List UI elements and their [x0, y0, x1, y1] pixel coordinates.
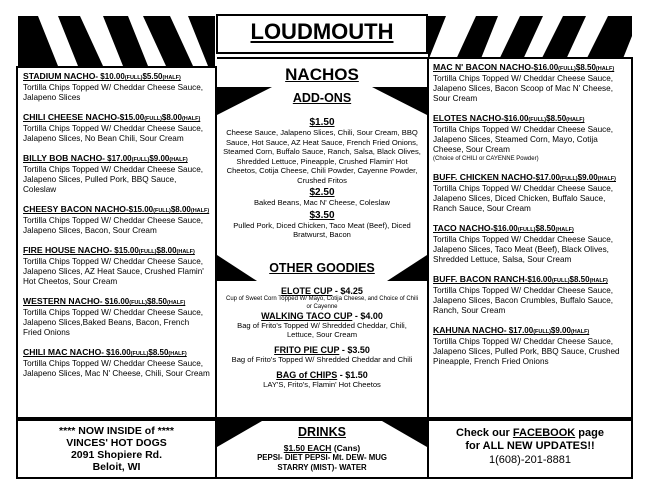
- menu-item: [433, 325, 627, 367]
- menu-item-title: [23, 112, 210, 124]
- menu-item: [433, 223, 627, 265]
- menu-item-price-full: -$15.00: [125, 205, 154, 214]
- menu-item-price-full: -$17.00: [532, 173, 560, 182]
- menu-item-full-tag: (FULL): [138, 249, 157, 255]
- header-box: [216, 14, 428, 54]
- menu-item-half-tag: (HALF): [566, 117, 585, 123]
- menu-item-description: Tortilla Chips Topped W/ Cheddar Cheese Sauce, Jalapeno Slices, Taco Meat (Beef), Black Olives, Shredded Lettuce, Salsa, Sour Cream: [433, 235, 614, 264]
- menu-item-note: (Choice of CHILI or CAYENNE Powder): [433, 156, 539, 162]
- menu-item-name: ELOTES NACHO: [433, 113, 502, 123]
- facebook-link[interactable]: FACEBOOK: [512, 427, 576, 439]
- menu-item: [23, 296, 210, 338]
- drinks-heading: DRINKS: [298, 425, 346, 439]
- menu-item-half-tag: (HALF): [176, 249, 195, 255]
- page-title: LOUDMOUTH: [250, 19, 394, 44]
- menu-item-name: BUFF. BACON RANCH: [433, 274, 525, 284]
- menu-item-half-tag: (HALF): [190, 208, 210, 214]
- menu-item-price-half: $8.50: [546, 114, 567, 123]
- addons-heading: ADD-ONS: [292, 91, 352, 105]
- addons-banner: [217, 87, 427, 111]
- menu-item-name: WESTERN NACHO: [23, 296, 100, 306]
- menu-item-price-half: $9.00: [550, 326, 571, 335]
- drinks-box: [217, 419, 427, 479]
- goodie-desc-2: Bag of Frito's Topped W/ Shredded Cheddar, Chili, Lettuce, Sour Cream: [237, 321, 407, 339]
- menu-item: [433, 113, 627, 163]
- menu-item-name: CHEESY BACON NACHO: [23, 204, 126, 214]
- menu-item-title: [23, 245, 210, 257]
- menu-item-description: Tortilla Chips Topped W/ Cheddar Cheese Sauce, Jalapeno Slices, Steamed Corn, Mayo, Cotija Cheese, Sour Cream: [433, 125, 614, 154]
- menu-item-full-tag: (FULL): [153, 208, 171, 214]
- menu-item: [23, 204, 210, 236]
- menu-item-full-tag: (FULL): [558, 66, 576, 72]
- menu-item-half-tag: (HALF): [595, 66, 615, 72]
- addon-price-3: $3.50: [309, 209, 335, 221]
- right-menu-panel: [427, 57, 633, 419]
- menu-item-title: [23, 347, 210, 359]
- goodie-title-3: FRITO PIE CUP - $3.50: [274, 345, 370, 355]
- menu-item-half-tag: (HALF): [555, 227, 574, 233]
- menu-item-full-tag: (FULL): [131, 157, 150, 163]
- menu-item-description: Tortilla Chips Topped W/ Cheddar Cheese Sauce, Jalapeno Slices, Diced Chicken, Buffalo Sauce, Ranch Sauce, Sour Cream: [433, 184, 614, 213]
- goodies-banner: [217, 255, 427, 281]
- goodie-title-1: ELOTE CUP - $4.25: [281, 286, 363, 296]
- menu-item: [23, 71, 210, 103]
- menu-item-price-half: $8.50: [148, 348, 169, 357]
- drinks-list-2: STARRY (MIST)- WATER: [277, 462, 367, 472]
- menu-item-title: [23, 71, 210, 83]
- menu-item-half-tag: (HALF): [166, 300, 186, 306]
- goodie-title-4: BAG of CHIPS - $1.50: [276, 370, 368, 380]
- menu-item-price-half: $5.50: [142, 72, 163, 81]
- menu-item-price-half: $8.50: [535, 224, 556, 233]
- menu-item-name: TACO NACHO: [433, 223, 491, 233]
- menu-item-description: Tortilla Chips Topped W/ Cheddar Cheese Sauce, Jalapeno Slices, Mac N' Cheese, Chili, Sour Cream: [23, 359, 210, 378]
- menu-item-price-full: -$16.00: [490, 224, 518, 233]
- menu-item-description: Tortilla Chips Topped W/ Cheddar Cheese Sauce, Jalapeno Slices, AZ Heat Sauce, Crushed Flamin' Hot Cheetos, Sour Cream: [23, 257, 204, 286]
- menu-item-name: FIRE HOUSE NACHO: [23, 245, 110, 255]
- menu-item-price-full: -$16.00: [524, 275, 552, 284]
- left-menu-panel: [16, 66, 217, 419]
- menu-item-title: [23, 296, 210, 308]
- menu-item-full-tag: (FULL): [517, 227, 536, 233]
- menu-item-description: Tortilla Chips Topped W/ Cheddar Cheese Sauce, Jalapeno Slices, Pulled Pork, BBQ Sauce, Coleslaw: [23, 165, 204, 194]
- menu-item-name: MAC N' BACON NACHO: [433, 62, 532, 72]
- left-triangle-banner: [18, 16, 215, 66]
- contact-box: [427, 419, 633, 479]
- location-box: [16, 419, 217, 479]
- menu-item: [433, 62, 627, 104]
- menu-item-name: BILLY BOB NACHO: [23, 153, 103, 163]
- menu-item-title: [23, 204, 210, 216]
- menu-item-full-tag: (FULL): [551, 278, 570, 284]
- addon-price-2: $2.50: [309, 187, 335, 198]
- menu-item-title: [433, 113, 627, 125]
- menu-item-price-half: $8.50: [146, 297, 167, 306]
- location-info: [18, 421, 215, 473]
- menu-item-price-full: -$16.00: [501, 114, 529, 123]
- menu-item-price-full: - $10.00: [95, 72, 125, 81]
- menu-item-price-half: $9.00: [149, 154, 170, 163]
- menu-item-full-tag: (FULL): [533, 329, 551, 335]
- menu-item-price-half: $8.50: [569, 275, 590, 284]
- menu-item-name: CHILI MAC NACHO: [23, 347, 102, 357]
- menu-item: [433, 274, 627, 316]
- menu-item-price-full: - $16.00: [101, 348, 131, 357]
- addons-list: [217, 111, 427, 240]
- goodies-list: [217, 286, 427, 389]
- menu-item-half-tag: (HALF): [162, 75, 181, 81]
- addon-desc-1: Cheese Sauce, Jalapeno Slices, Chili, Sour Cream, BBQ Sauce, Hot Sauce, AZ Heat Sauce, French Fried Onions, Steamed Corn, Buffalo Sauce, Ranch, Salsa, Black Olives, Shredded Lettuce, Pineapple, Crushed Flamin' Hot Cheetos, Cotija Cheese, Chili Powder, Cayenne Powder, Crushed Fritos: [223, 128, 421, 185]
- goodies-heading: OTHER GOODIES: [269, 261, 375, 275]
- location-line-1: **** NOW INSIDE of ****: [59, 425, 174, 437]
- menu-item-description: Tortilla Chips Topped W/ Cheddar Cheese Sauce, Jalapeno Slices, Bacon, Sour Cream: [23, 216, 204, 235]
- menu-item-full-tag: (FULL): [144, 116, 162, 122]
- menu-item-price-full: - $15.00: [109, 246, 139, 255]
- right-menu-list: [433, 62, 627, 367]
- center-panel: [217, 57, 427, 419]
- menu-item-full-tag: (FULL): [129, 300, 147, 306]
- menu-item-name: BUFF. CHICKEN NACHO: [433, 172, 533, 182]
- menu-item-name: CHILI CHEESE NACHO: [23, 112, 118, 122]
- facebook-line: Check our FACEBOOK page: [456, 427, 604, 439]
- menu-item-description: Tortilla Chips Topped W/ Cheddar Cheese Sauce, Jalapeno Slices, Bacon Scoop of Mac N' Cheese, Sour Cream: [433, 74, 614, 103]
- drinks-price: $1.50 EACH (Cans): [283, 443, 361, 453]
- addon-price-1: $1.50: [309, 117, 335, 128]
- menu-item-price-full: -$15.00: [117, 113, 145, 122]
- menu-item-title: [433, 172, 627, 184]
- menu-item-half-tag: (HALF): [181, 116, 201, 122]
- menu-item-price-half: $8.00: [156, 246, 177, 255]
- menu-item-title: [433, 223, 627, 235]
- menu-item-description: Tortilla Chips Topped W/ Cheddar Cheese Sauce, Jalapeno Slices: [23, 83, 204, 102]
- menu-item-price-half: $8.50: [575, 63, 596, 72]
- menu-item-price-full: - $16.00: [99, 297, 130, 306]
- menu-item-description: Tortilla Chips Topped W/ Cheddar Cheese Sauce, Jalapeno Slices, Bacon Crumbles, Buffalo Sauce, Ranch, Sour Cream: [433, 286, 614, 315]
- menu-item-price-full: - $17.00: [102, 154, 132, 163]
- location-line-3: 2091 Shopiere Rd.: [70, 449, 163, 461]
- phone-number[interactable]: 1(608)-201-8881: [489, 454, 571, 466]
- goodie-desc-1: Cup of Sweet Corn Topped W/ Mayo, Cotija Cheese, and Choice of Chili or Cayenne: [226, 296, 418, 310]
- menu-item-full-tag: (FULL): [559, 176, 578, 182]
- menu-item-description: Tortilla Chips Topped W/ Cheddar Cheese Sauce, Jalapeno Slices, Pulled Pork, BBQ Sauce, Crushed Pineapple, French Fried Onions: [433, 337, 620, 366]
- drinks-list-1: PEPSI- DIET PEPSI- Mt. DEW- MUG: [257, 453, 387, 462]
- menu-item-half-tag: (HALF): [570, 329, 590, 335]
- nachos-heading: NACHOS: [285, 65, 359, 84]
- goodie-desc-4: LAY'S, Frito's, Flamin' Hot Cheetos: [263, 380, 381, 389]
- menu-item-title: [433, 325, 627, 337]
- menu-item-full-tag: (FULL): [528, 117, 547, 123]
- location-line-4: Beloit, WI: [92, 461, 141, 473]
- menu-item-half-tag: (HALF): [589, 278, 608, 284]
- addon-desc-2: Baked Beans, Mac N' Cheese, Coleslaw: [253, 198, 391, 207]
- menu-item: [23, 153, 210, 195]
- menu-item-full-tag: (FULL): [124, 75, 143, 81]
- menu-item-description: Tortilla Chips Topped W/ Cheddar Cheese Sauce, Jalapeno Slices,Baked Beans, Bacon, French Fried Onions: [23, 308, 204, 337]
- menu-item: [23, 112, 210, 144]
- addon-desc-3: Pulled Pork, Diced Chicken, Taco Meat (Beef), Diced Bratwurst, Bacon: [233, 220, 411, 239]
- menu-item: [23, 347, 210, 379]
- menu-item-full-tag: (FULL): [130, 351, 149, 357]
- menu-item-name: STADIUM NACHO: [23, 71, 96, 81]
- menu-item-half-tag: (HALF): [597, 176, 616, 182]
- menu-item-half-tag: (HALF): [169, 157, 188, 163]
- menu-item-title: [433, 274, 627, 286]
- menu-item-half-tag: (HALF): [168, 351, 187, 357]
- menu-item-price-half: $8.00: [161, 113, 182, 122]
- menu-item: [433, 172, 627, 214]
- menu-item-price-full: - $17.00: [503, 326, 534, 335]
- location-line-2: VINCES' HOT DOGS: [66, 437, 167, 449]
- menu-item: [23, 245, 210, 287]
- menu-item-price-full: -$16.00: [531, 63, 559, 72]
- menu-item-name: KAHUNA NACHO: [433, 325, 504, 335]
- menu-item-title: [23, 153, 210, 165]
- menu-item-title: [433, 62, 627, 74]
- menu-item-description: Tortilla Chips Topped W/ Cheddar Cheese Sauce, Jalapeno Slices, No Bean Chili, Sour Cream: [23, 124, 204, 143]
- goodie-desc-3: Bag of Frito's Topped W/ Shredded Cheddar and Chili: [231, 355, 413, 364]
- menu-item-price-half: $8.00: [170, 205, 191, 214]
- updates-line: for ALL NEW UPDATES!!: [465, 440, 595, 452]
- menu-item-price-half: $9.00: [577, 173, 598, 182]
- goodie-title-2: WALKING TACO CUP - $4.00: [261, 311, 383, 321]
- left-menu-list: [23, 71, 210, 379]
